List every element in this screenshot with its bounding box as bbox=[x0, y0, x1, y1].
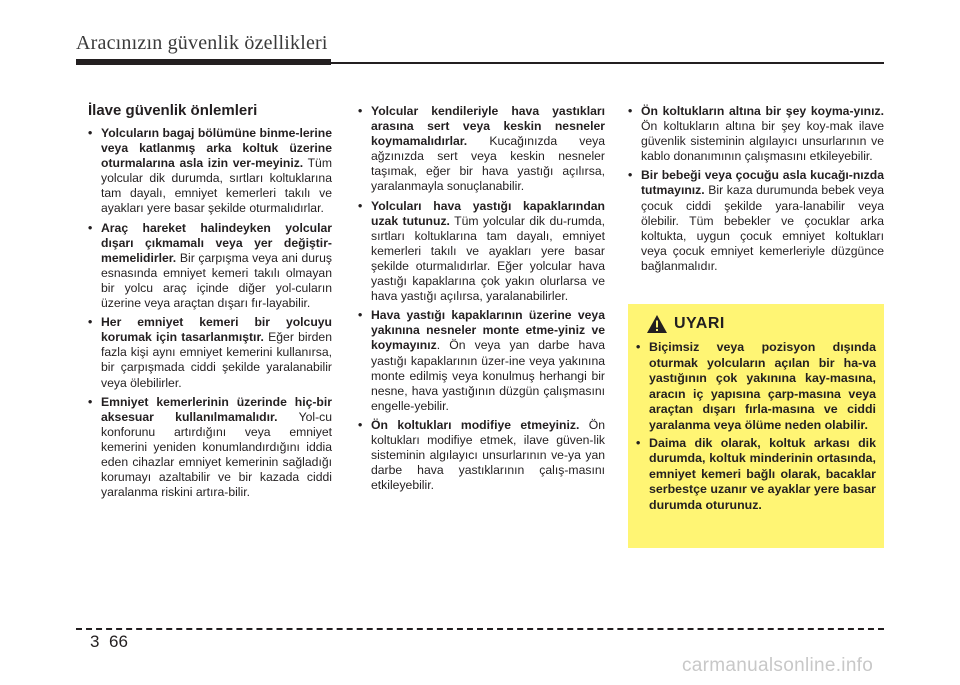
chapter-number: 3 bbox=[90, 632, 100, 651]
item-lead: Yolcular kendileriyle hava yastıkları arasına sert veya keskin nesneler koymamalıdırlar. bbox=[371, 104, 605, 149]
list-item bbox=[88, 315, 332, 390]
warning-title: UYARI bbox=[674, 315, 725, 332]
item-text: Ön koltukları modifiye etmek, ilave güven-lik sisteminin algılayıcı unsurlarının ve-ya yan darbe hava yastıklarının çalış-masını etkileyebilir. bbox=[371, 417, 605, 493]
item-lead: Her emniyet kemeri bir yolcuyu korumak için tasarlanmıştır. bbox=[101, 315, 332, 345]
list-item bbox=[358, 199, 605, 305]
column-2 bbox=[358, 104, 605, 497]
footer-rule bbox=[76, 628, 884, 630]
item-lead: Yolcuların bagaj bölümüne binme-lerine veya katlanmış arka koltuk üzerine oturmalarına asla izin ver-meyiniz. bbox=[101, 126, 332, 171]
list-item bbox=[88, 395, 332, 501]
warning-triangle-icon bbox=[646, 314, 668, 334]
item-lead: Bir bebeği veya çocuğu asla kucağı-nızda tutmayınız. bbox=[641, 168, 884, 198]
item-text: Tüm yolcular dik durumda, sırtları koltuklarına tam dayalı, emniyet kemerleri takılı ve ayakları yere basar şekilde oturmalıdırlar. bbox=[101, 156, 332, 216]
item-lead: Yolcuları hava yastığı kapaklarından uzak tutunuz. bbox=[371, 198, 605, 228]
watermark: carmanualsonline.info bbox=[682, 655, 874, 676]
page-header-title: Aracınızın güvenlik özellikleri bbox=[76, 32, 328, 54]
item-lead: Araç hareket halindeyken yolcular dışarı çıkmamalı veya yer değiştir-memelidirler. bbox=[101, 220, 332, 265]
item-text: Eğer birden fazla kişi aynı emniyet kemerini kullanırsa, bir çarpışmada ciddi şekilde yaralanabilir veya ölebilirler. bbox=[101, 330, 332, 390]
warning-box bbox=[628, 304, 884, 548]
bullet-list bbox=[358, 104, 605, 493]
warning-item: • Biçimsiz veya pozisyon dışında oturmak yolcuların açılan bir ha-va yastığının çok yakınına kay-masına, aracın iç yapısına çarp-masına veya araçtan dışarı fırla-masına ve ciddi yaralanma veya ölüme neden olabilir. bbox=[636, 340, 876, 434]
item-lead: Ön koltukları modifiye etmeyiniz. bbox=[371, 417, 580, 432]
item-text: Yol-cu konforunu artırdığını veya emniyet kemerini yeniden konumlandırdığını iddia eden cihazlar emniyet kemerinin sağladığı korumayı azaltabilir ve bir kazada ciddi yaralanma riskini artıra-bilir. bbox=[101, 409, 332, 500]
list-item bbox=[358, 308, 605, 414]
item-lead: Ön koltukların altına bir şey koyma-yınız. bbox=[641, 104, 884, 118]
list-item bbox=[88, 221, 332, 312]
section-title: İlave güvenlik önlemleri bbox=[88, 102, 258, 119]
item-text: Ön koltukların altına bir şey koy-mak ilave güvenlik sisteminin algılayıcı unsurlarının ve kablo donanımının çalışmasını etkileyebilir. bbox=[641, 119, 884, 164]
warning-list bbox=[636, 340, 876, 514]
column-3 bbox=[628, 104, 884, 278]
list-item bbox=[628, 168, 884, 274]
item-lead: Emniyet kemerlerinin üzerinde hiç-bir aksesuar kullanılmamalıdır. bbox=[101, 394, 332, 424]
column-1 bbox=[88, 102, 332, 504]
bullet-list bbox=[88, 126, 332, 500]
header-rule-thin bbox=[331, 62, 884, 64]
item-text: Bir kaza durumunda bebek veya çocuk ciddi şekilde yara-lanabilir veya ölebilir. Tüm bebekler ve çocuklar arka koltukta, uygun çocuk emniyet koltukları veya çocuk emniyet kemerleriyle düzgünce bağlanmalıdır. bbox=[641, 183, 884, 273]
item-lead: Hava yastığı kapaklarının üzerine veya yakınına nesneler monte etme-yiniz ve koymayınız bbox=[371, 308, 605, 353]
warning-header bbox=[636, 314, 876, 334]
list-item bbox=[88, 126, 332, 217]
item-text: Tüm yolcular dik du-rumda, sırtları koltuklarına tam dayalı, emniyet kemerleri takılı ve ayakları yere basar şekilde oturmalıdırlar. Eğer yolcular hava yastığı kapaklarına çok yakın olurlarsa ve hava yastığı açılırsa, yaralanabilirler. bbox=[371, 213, 605, 304]
page-number: 66 bbox=[109, 632, 128, 651]
warning-item: • Daima dik olarak, koltuk arkası dik durumda, koltuk minderinin ortasında, emniyet kemeri bağlı olarak, bacaklar serbestçe uzanır ve ayaklar yere basar durumda oturunuz. bbox=[636, 436, 876, 514]
item-text: Bir çarpışma veya ani duruş esnasında emniyet kemeri takılı olmayan bir yolcu araç içinde diğer yol-cuların üzerine veya araçtan dışarı fır-layabilir. bbox=[101, 250, 332, 311]
header-rule-thick bbox=[76, 59, 331, 65]
item-text: . Ön veya yan darbe hava yastığı kapaklarının üzer-ine veya yakınına monte edilmiş veya konulmuş herhangi bir nesne, hava yastığının düzgün çalışmasını engelle-yebilir. bbox=[371, 338, 605, 413]
item-text: Kucağınızda veya ağzınızda sert veya keskin nesneler taşımak, eğer bir hava yastığı açılırsa, yaralanmayla sonuçlanabilir. bbox=[371, 134, 605, 194]
list-item bbox=[628, 104, 884, 164]
bullet-list bbox=[628, 104, 884, 274]
list-item bbox=[358, 104, 605, 195]
list-item bbox=[358, 418, 605, 493]
